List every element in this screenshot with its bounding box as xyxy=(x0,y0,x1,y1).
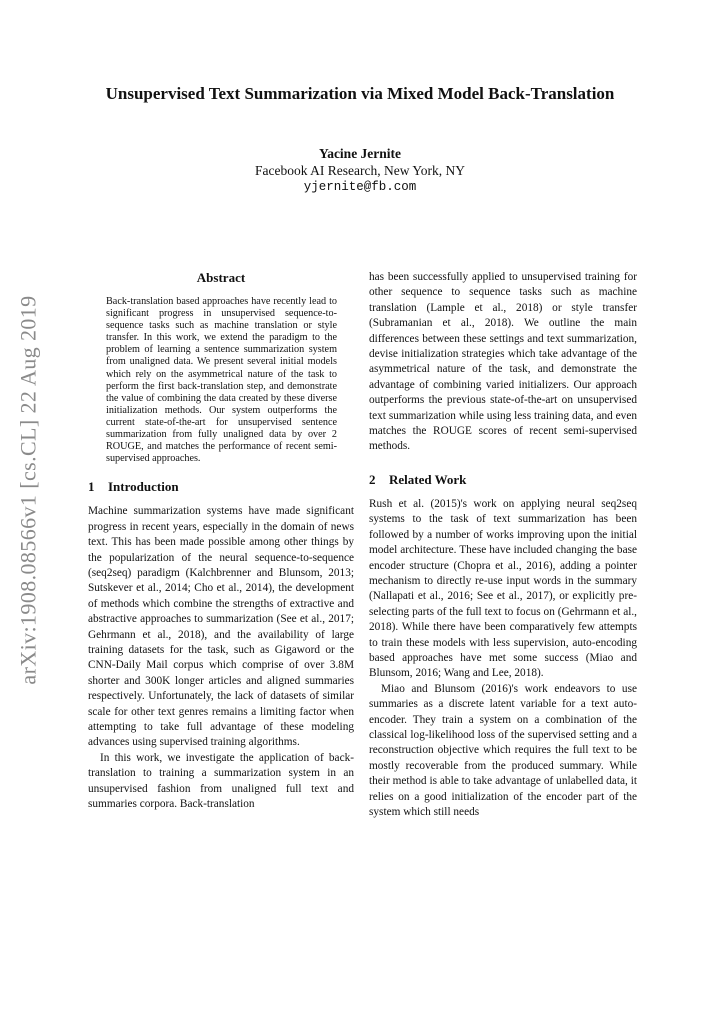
author-block xyxy=(60,145,660,196)
abstract-heading: Abstract xyxy=(196,270,246,285)
paper-title: Unsupervised Text Summarization via Mixed Model Back-Translation xyxy=(105,84,615,103)
intro-continuation-text: has been successfully applied to unsupervised training for other sequence to sequence tasks such as machine translation (Lample et al., 2018) or style transfer (Subramanian et al., 2018). We outline the main differences between these settings and text summarization, devise initialization strategies which take advantage of the asymmetrical nature of the task, and demonstrate the advantage of combining varied initializers. Our approach outperforms the previous state-of-the-art on unsupervised text summarization while using less training data, and even matches the xyxy=(369,271,637,438)
arxiv-sidebar-stamp xyxy=(0,285,58,695)
author-email: yjernite@fb.com xyxy=(303,180,417,194)
rouge-smallcaps: ROUGE xyxy=(433,425,472,438)
section-title: Related Work xyxy=(389,471,467,487)
intro-continuation-paragraph xyxy=(369,270,637,455)
related-paragraph-2: Miao and Blunsom (2016)'s work endeavors to use summaries as a discrete latent variable for a text auto-encoder. They train a system on a combination of the classical log-likelihood loss of the supervised setting and a reconstruction objective which requires the full text to be mostly recoverable from the produced summary. While their method is able to take advantage of unlabelled data, it relies on a good initialization of the encoder part of the system which still needs xyxy=(369,682,637,818)
intro-continuation-end: scores of recent semi-supervised methods. xyxy=(369,425,638,453)
related-paragraph-1: Rush et al. (2015)'s work on applying neural seq2seq systems to the task of text summarization has been followed by a number of works improving upon the initial model architecture. These have included changing the base encoder structure (Chopra et al., 2016), adding a pointer mechanism to directly re-use input words in the summary (Nallapati et al., 2016; See et al., 2017), or explicitly pre-selecting parts of the full text to focus on (Gehrmann et al., 2018). While there have been comparatively few attempts to train these models with less supervision, auto-encoding based approaches have met some success (Miao and Blunsom, 2016; Wang and Lee, 2018). xyxy=(369,497,637,680)
author-name: Yacine Jernite xyxy=(318,146,402,161)
intro-paragraph-2: In this work, we investigate the application of back-translation to training a summarization system in an unsupervised fashion from unaligned full text and summaries corpora. Back-translation xyxy=(88,751,354,811)
section-title: Introduction xyxy=(108,479,179,495)
author-affiliation: Facebook AI Research, New York, NY xyxy=(255,163,465,178)
arxiv-stamp-text: arXiv:1908.08566v1 [cs.CL] 22 Aug 2019 xyxy=(16,295,42,685)
section-number: 1 xyxy=(88,479,95,495)
section-number: 2 xyxy=(369,471,376,487)
related-work-heading xyxy=(369,472,637,488)
intro-paragraph-1: Machine summarization systems have made significant progress in recent years, especially in the domain of news text. This has been made possible among other things by the popularization of the neural sequence-to-sequence (seq2seq) paradigm (Kalchbrenner and Blunsom, 2013; Sutskever et al., 2014; Cho et al., 2014), the development of methods which combine the strengths of extractive and abstractive approaches to summarization (See et al., 2017; Gehrmann et al., 2018), and the availability of large training datasets for the task, such as Gigaword or the CNN-Daily Mail corpus which comprise of over 3.8M shorter and 300K longer articles and aligned summaries respectively. Unfortunately, the lack of datasets of similar scale for other text genres remains a limiting factor when attempting to take full advantage of these modeling advances using supervised training algorithms. xyxy=(88,505,354,749)
right-column xyxy=(369,270,637,820)
abstract-text: Back-translation based approaches have recently lead to significant progress in unsupervised sequence-to-sequence tasks such as machine translation or style transfer. In this work, we extend the paradigm to the problem of learning a sentence summarization system from unaligned data. We present several initial models which rely on the asymmetrical nature of the task to perform the first back-translation step, and demonstrate the value of combining the data created by these diverse initialization methods. Our system outperforms the current state-of-the-art for unsupervised sentence summarization from fully unaligned data by over 2 ROUGE, and matches the performance of recent semi-supervised approaches. xyxy=(106,296,337,465)
left-column xyxy=(88,270,354,812)
introduction-heading xyxy=(88,479,354,495)
